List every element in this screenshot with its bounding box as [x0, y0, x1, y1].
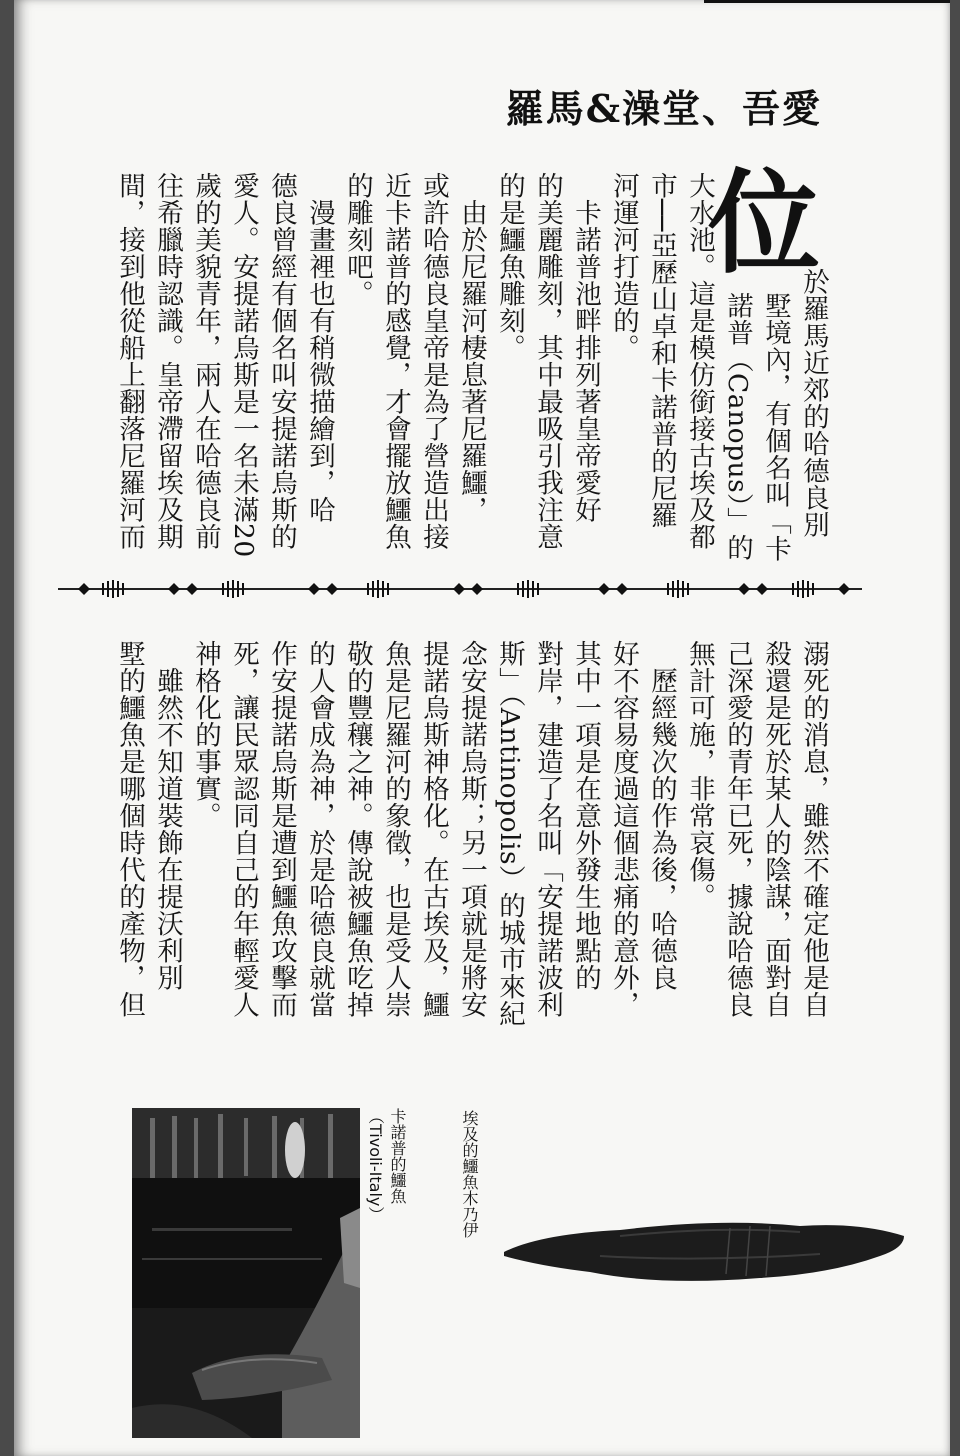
- bottom-text-section: [110, 640, 832, 1030]
- text-line: 好不容易度過這個悲痛的意外，: [608, 640, 639, 1018]
- text-line: 往希臘時認識。皇帝滯留埃及期: [152, 172, 183, 550]
- text-line: 敬的豐穰之神。傳說被鱷魚吃掉: [342, 640, 373, 1018]
- text-line: 作安提諾烏斯是遭到鱷魚攻擊而: [266, 640, 297, 1018]
- photo-caption-location: （Tivoli-Italy）: [366, 1108, 385, 1223]
- text-line: 愛人。安提諾烏斯是一名未滿20: [228, 172, 259, 558]
- photo-caption-title: 卡諾普的鱷魚: [388, 1108, 407, 1204]
- text-line: 的雕刻吧。: [342, 172, 373, 307]
- book-page: [14, 0, 950, 1456]
- mummy-caption: 埃及的鱷魚木乃伊: [460, 1110, 479, 1238]
- text-line: 溺死的消息，雖然不確定他是自: [798, 640, 829, 1018]
- text-line: 斯」（Antinopolis）的城市來紀: [494, 640, 525, 1028]
- text-line: 市──亞歷山卓和卡諾普的尼羅: [646, 172, 677, 529]
- text-line: 死，讓民眾認同自己的年輕愛人: [228, 640, 259, 1018]
- text-line: 墅境內，有個名叫「卡: [760, 292, 791, 562]
- text-line: 的美麗雕刻，其中最吸引我注意: [532, 172, 563, 550]
- canopus-crocodile-photo: [132, 1108, 360, 1438]
- text-line: 殺還是死於某人的陰謀，面對自: [760, 640, 791, 1018]
- text-line: 河運河打造的。: [608, 172, 639, 361]
- text-line: 無計可施，非常哀傷。: [684, 640, 715, 910]
- text-line: 歲的美貌青年，兩人在哈德良前: [190, 172, 221, 550]
- top-text-section: [110, 172, 832, 572]
- text-line: 近卡諾普的感覺，才會擺放鱷魚: [380, 172, 411, 550]
- text-line: 諾普（Canopus）」的: [722, 292, 753, 561]
- text-line: 歷經幾次的作為後，哈德良: [646, 666, 677, 991]
- text-line: 雖然不知道裝飾在提沃利別: [152, 666, 183, 991]
- text-line: 墅的鱷魚是哪個時代的產物，但: [114, 640, 145, 1018]
- photo-caption: [364, 1108, 408, 1222]
- text-line: 的是鱷魚雕刻。: [494, 172, 525, 361]
- text-line: 對岸，建造了名叫「安提諾波利: [532, 640, 563, 1018]
- ornamental-divider: [58, 576, 862, 602]
- drop-cap: 位: [708, 158, 820, 289]
- crocodile-mummy-image: [500, 1196, 908, 1300]
- text-line: 己深愛的青年已死，據說哈德良: [722, 640, 753, 1018]
- page-top-edge-mark: [704, 0, 950, 4]
- text-line: 的人會成為神，於是哈德良就當: [304, 640, 335, 1018]
- text-line: 神格化的事實。: [190, 640, 221, 829]
- text-line: 魚是尼羅河的象徵，也是受人崇: [380, 640, 411, 1018]
- text-line: 提諾烏斯神格化。在古埃及，鱷: [418, 640, 449, 1018]
- page-title: 羅馬&澡堂、吾愛: [505, 86, 822, 131]
- text-line: 由於尼羅河棲息著尼羅鱷，: [456, 198, 487, 523]
- text-line: 卡諾普池畔排列著皇帝愛好: [570, 198, 601, 523]
- text-line: 或許哈德良皇帝是為了營造出接: [418, 172, 449, 550]
- text-line: 德良曾經有個名叫安提諾烏斯的: [266, 172, 297, 550]
- text-line: 間，接到他從船上翻落尼羅河而: [114, 172, 145, 550]
- text-line: 大水池。這是模仿銜接古埃及都: [684, 172, 715, 550]
- text-line: 於羅馬近郊的哈德良別: [798, 268, 829, 538]
- text-line: 其中一項是在意外發生地點的: [570, 640, 601, 991]
- text-line: 念安提諾烏斯；另一項就是將安: [456, 640, 487, 1018]
- text-line: 漫畫裡也有稍微描繪到，哈: [304, 198, 335, 523]
